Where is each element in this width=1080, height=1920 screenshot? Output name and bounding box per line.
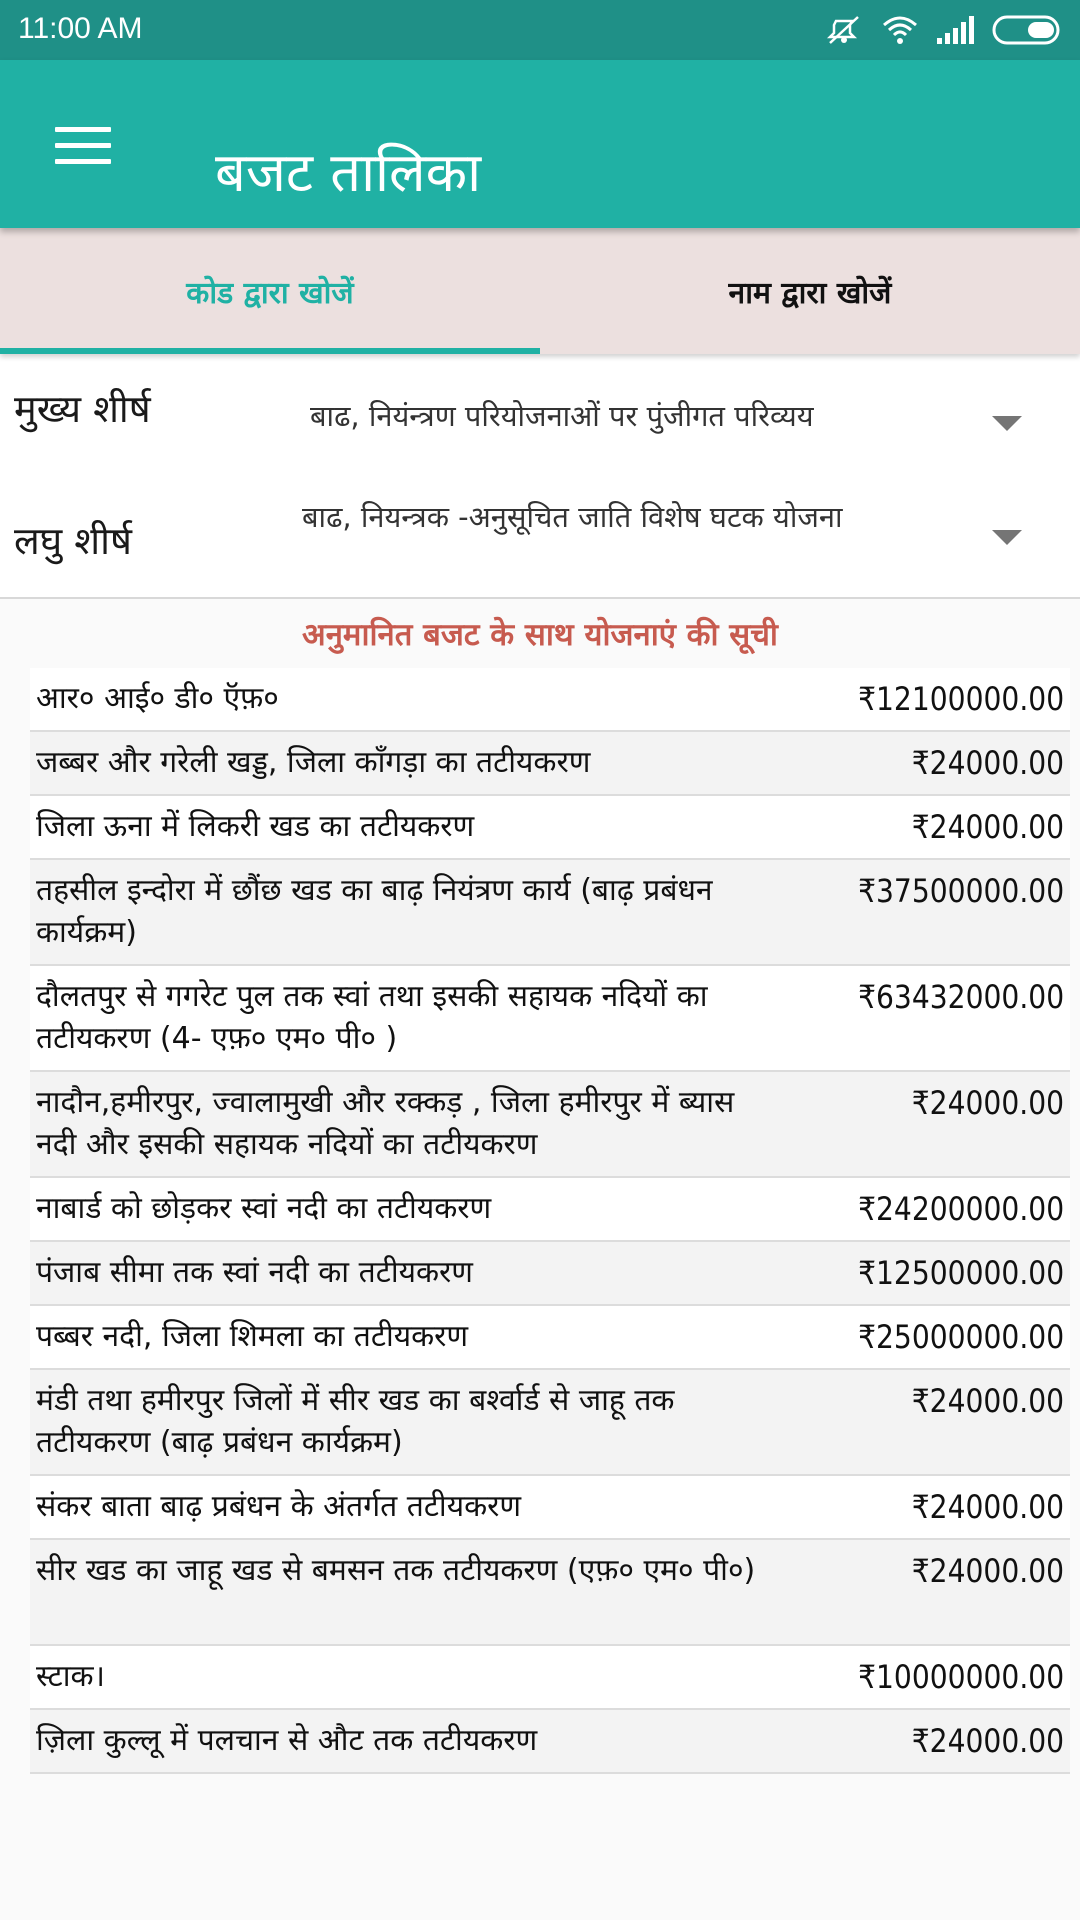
table-row[interactable] [30,1242,1070,1306]
scheme-amount: ₹24000.00 [911,1722,1064,1760]
scheme-name: ज़िला कुल्लू में पलचान से औट तक तटीयकरण [36,1723,538,1758]
table-row[interactable] [30,668,1070,732]
scheme-name: मंडी तथा हमीरपुर जिलों में सीर खड का बर्श्वार्ड से जाहू तक तटीयकरण (बाढ़ प्रबंधन कार्यक्रम) [36,1383,675,1460]
scheme-name: पब्बर नदी, जिला शिमला का तटीयकरण [36,1319,469,1354]
scheme-amount: ₹10000000.00 [857,1658,1064,1696]
scheme-amount: ₹12500000.00 [857,1254,1064,1292]
table-row[interactable] [30,860,1070,966]
dropdown-arrow-icon[interactable] [992,416,1022,431]
table-row[interactable] [30,1646,1070,1710]
scheme-amount: ₹24000.00 [911,808,1064,846]
tab-search-by-code[interactable]: कोड द्वारा खोजें [186,275,354,311]
tab-bar [0,228,1080,354]
scheme-amount: ₹24000.00 [911,744,1064,782]
wifi-icon [882,15,918,45]
battery-icon [992,15,1064,45]
major-head-value[interactable]: बाढ, नियंन्त्रण परियोजनाओं पर पुंजीगत परिव्यय [310,399,814,433]
signal-icon [936,16,974,44]
tab-selected-indicator [0,348,540,354]
scheme-amount: ₹24200000.00 [857,1190,1064,1228]
major-head-label: मुख्य शीर्ष [14,387,151,431]
scheme-amount: ₹24000.00 [911,1552,1064,1590]
minor-head-label: लघु शीर्ष [14,519,132,563]
dropdown-arrow-icon[interactable] [992,530,1022,545]
scheme-name: पंजाब सीमा तक स्वां नदी का तटीयकरण [36,1255,473,1290]
scheme-name: संकर बाता बाढ़ प्रबंधन के अंतर्गत तटीयकरण [36,1489,522,1524]
scheme-name: आर० आई० डी० ऍफ़० [36,681,279,716]
head-selectors [0,354,1080,598]
scheme-table [30,668,1070,1774]
hamburger-menu-icon[interactable] [40,110,126,180]
status-icons [824,12,1064,48]
scheme-name: नाबार्ड को छोड़कर स्वां नदी का तटीयकरण [36,1191,492,1226]
scheme-name: सीर खड का जाहू खड से बमसन तक तटीयकरण (एफ़० एम० पी०) [36,1553,756,1588]
table-row[interactable] [30,966,1070,1072]
table-row[interactable] [30,1306,1070,1370]
divider [0,597,1080,599]
table-row[interactable] [30,732,1070,796]
minor-head-value[interactable]: बाढ, नियन्त्रक -अनुसूचित जाति विशेष घटक योजना [302,500,843,534]
table-row[interactable] [30,1710,1070,1774]
table-row[interactable] [30,796,1070,860]
table-row[interactable] [30,1540,1070,1646]
tab-search-by-name[interactable]: नाम द्वारा खोजें [728,275,892,311]
mute-icon [824,13,864,47]
status-time: 11:00 AM [18,12,143,45]
scheme-list-heading: अनुमानित बजट के साथ योजनाएं की सूची [302,617,778,653]
app-bar [0,60,1080,228]
scheme-name: स्टाक। [36,1659,105,1694]
table-row[interactable] [30,1178,1070,1242]
scheme-name: जिला ऊना में लिकरी खड का तटीयकरण [36,809,475,844]
scheme-name: जब्बर और गरेली खड्ड, जिला काँगड़ा का तटीयकरण [36,745,591,780]
scheme-amount: ₹24000.00 [911,1488,1064,1526]
scheme-amount: ₹12100000.00 [857,680,1064,718]
scheme-amount: ₹37500000.00 [857,872,1064,910]
page-title: बजट तालिका [215,141,482,204]
scheme-name: नादौन,हमीरपुर, ज्वालामुखी और रक्कड़ , जिला हमीरपुर में ब्यास नदी और इसकी सहायक नदियों का तटीयकरण [36,1085,735,1162]
scheme-amount: ₹25000000.00 [857,1318,1064,1356]
table-row[interactable] [30,1370,1070,1476]
scheme-amount: ₹24000.00 [911,1084,1064,1122]
scheme-amount: ₹63432000.00 [857,978,1064,1016]
scheme-name: तहसील इन्दोरा में छौंछ खड का बाढ़ नियंत्रण कार्य (बाढ़ प्रबंधन कार्यक्रम) [36,873,713,950]
status-bar [0,0,1080,60]
table-row[interactable] [30,1072,1070,1178]
scheme-amount: ₹24000.00 [911,1382,1064,1420]
table-row[interactable] [30,1476,1070,1540]
scheme-name: दौलतपुर से गगरेट पुल तक स्वां तथा इसकी सहायक नदियों का तटीयकरण (4- एफ़० एम० पी० ) [36,979,708,1056]
